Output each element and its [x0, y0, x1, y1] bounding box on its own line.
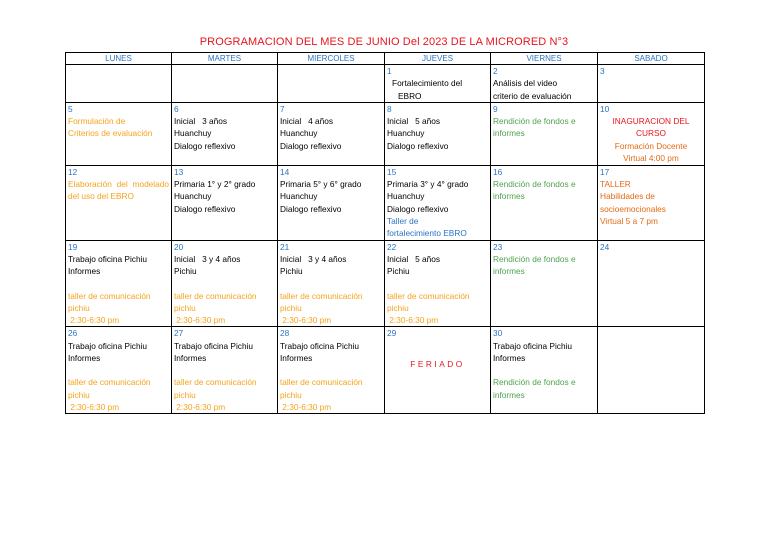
event-line: Virtual 4:00 pm — [623, 153, 679, 164]
day-number: 7 — [280, 103, 285, 114]
event-line: Inicial 4 años — [280, 116, 334, 127]
event-line: pichiu — [280, 302, 302, 313]
event-line: Fortalecimiento del — [392, 78, 463, 89]
page-title: PROGRAMACION DEL MES DE JUNIO Del 2023 DE LA MICRORED N°3 — [199, 36, 569, 48]
event-line: Rendición de fondos e — [493, 179, 576, 190]
day-cell-21 — [278, 240, 385, 327]
weekday-header-row — [66, 53, 705, 65]
event-line: Informes — [68, 266, 101, 277]
event-line: Inicial 5 años — [387, 253, 441, 264]
day-cell-24 — [598, 240, 705, 327]
event-line: 2:30-6:30 pm — [280, 401, 332, 412]
day-number: 3 — [600, 66, 605, 76]
day-cell-22 — [385, 240, 491, 327]
day-cell-3 — [598, 65, 705, 103]
event-line: informes — [493, 266, 525, 277]
event-line: Dialogo reflexivo — [280, 203, 342, 214]
day-number: 30 — [493, 328, 503, 339]
day-cell-15 — [385, 165, 491, 240]
event-line: Formación Docente — [614, 140, 688, 151]
event-line: taller de comunicación — [280, 377, 363, 388]
event-line: CURSO — [636, 128, 666, 139]
day-cell-7 — [278, 102, 385, 165]
event-line: pichiu — [387, 302, 409, 313]
event-line: Pichiu — [387, 266, 410, 277]
event-line: Huanchuy — [174, 191, 212, 202]
day-number: 14 — [280, 166, 290, 177]
day-cell-6 — [172, 102, 278, 165]
event-line: Trabajo oficina Pichiu — [68, 340, 148, 351]
day-number: 16 — [493, 166, 503, 177]
event-line: Inicial 5 años — [387, 116, 441, 127]
day-cell-27 — [172, 327, 278, 414]
event-line: Dialogo reflexivo — [387, 203, 449, 214]
weekday-martes: MARTES — [172, 53, 278, 65]
event-line: Trabajo oficina Pichiu — [68, 253, 148, 264]
event-line: EBRO — [398, 90, 422, 101]
event-line: 2:30-6:30 pm — [174, 401, 226, 412]
day-cell-empty — [598, 327, 705, 414]
event-line: Informes — [68, 353, 101, 364]
day-number: 17 — [600, 166, 610, 177]
event-line: Huanchuy — [387, 128, 425, 139]
day-number: 6 — [174, 103, 179, 114]
day-cell-empty — [172, 65, 278, 103]
event-line: taller de comunicación — [174, 290, 257, 301]
event-line: Trabajo oficina Pichiu — [280, 340, 360, 351]
day-cell-17 — [598, 165, 705, 240]
event-line: pichiu — [280, 389, 302, 400]
day-cell-14 — [278, 165, 385, 240]
event-line: Huanchuy — [174, 128, 212, 139]
day-cell-8 — [385, 102, 491, 165]
event-line: Informes — [280, 353, 313, 364]
event-text: Elaboración del modelado del uso del EBRO — [68, 179, 169, 202]
event-line: criterio de evaluación — [493, 90, 572, 101]
day-number: 13 — [174, 166, 184, 177]
event-line: Dialogo reflexivo — [280, 140, 342, 151]
day-cell-empty — [66, 65, 172, 103]
day-cell-29 — [385, 327, 491, 414]
day-number: 29 — [387, 328, 397, 339]
week-row-2 — [66, 102, 705, 165]
event-line: Pichiu — [174, 266, 197, 277]
event-line: fortalecimiento EBRO — [387, 228, 467, 239]
event-line: taller de comunicación — [68, 290, 151, 301]
event-line: Huanchuy — [280, 191, 318, 202]
event-line: informes — [493, 128, 525, 139]
event-line: Inicial 3 y 4 años — [174, 253, 241, 264]
event-line: Formulación de — [68, 116, 126, 127]
day-number: 22 — [387, 241, 397, 252]
event-line: Rendición de fondos e — [493, 377, 576, 388]
day-cell-13 — [172, 165, 278, 240]
event-line: Habilidades de — [600, 191, 655, 202]
event-line: Trabajo oficina Pichiu — [174, 340, 254, 351]
event-line: 2:30-6:30 pm — [68, 401, 120, 412]
day-number: 5 — [68, 103, 73, 114]
event-line: taller de comunicación — [280, 290, 363, 301]
event-line: Informes — [493, 353, 526, 364]
event-line: pichiu — [68, 302, 90, 313]
weekday-miercoles: MIERCOLES — [278, 53, 385, 65]
day-cell-12 — [66, 165, 172, 240]
event-line: Primaria 5° y 6° grado — [280, 179, 362, 190]
week-row-5 — [66, 327, 705, 414]
event-line: 2:30-6:30 pm — [68, 315, 120, 326]
event-line: taller de comunicación — [68, 377, 151, 388]
day-cell-2 — [491, 65, 598, 103]
event-line: 2:30-6:30 pm — [387, 315, 439, 326]
event-line: Análisis del video — [493, 78, 558, 89]
day-number: 12 — [68, 166, 78, 177]
event-line: Primaria 1° y 2° grado — [174, 179, 256, 190]
day-cell-26 — [66, 327, 172, 414]
day-cell-28 — [278, 327, 385, 414]
day-number: 2 — [493, 66, 498, 76]
day-number: 15 — [387, 166, 397, 177]
event-line: Inicial 3 años — [174, 116, 228, 127]
day-number: 9 — [493, 103, 498, 114]
event-line: Dialogo reflexivo — [174, 203, 236, 214]
event-line: 2:30-6:30 pm — [174, 315, 226, 326]
day-number: 8 — [387, 103, 392, 114]
event-line: taller de comunicación — [174, 377, 257, 388]
day-number: 27 — [174, 328, 184, 339]
day-number: 1 — [387, 66, 392, 76]
event-line: Huanchuy — [280, 128, 318, 139]
weekday-sabado: SABADO — [598, 53, 705, 65]
event-line: informes — [493, 191, 525, 202]
weekday-lunes: LUNES — [66, 53, 172, 65]
weekday-viernes: VIERNES — [491, 53, 598, 65]
day-number: 28 — [280, 328, 290, 339]
week-row-4 — [66, 240, 705, 327]
day-number: 26 — [68, 328, 78, 339]
day-cell-9 — [491, 102, 598, 165]
event-word: Taller de — [387, 216, 419, 227]
event-line: pichiu — [174, 302, 196, 313]
event-line: Dialogo reflexivo — [174, 140, 236, 151]
calendar-table — [65, 52, 705, 414]
event-line: taller de comunicación — [387, 290, 470, 301]
event-line: Rendición de fondos e — [493, 253, 576, 264]
event-line: socioemocionales — [600, 203, 666, 214]
day-number: 19 — [68, 241, 78, 252]
event-line: Criterios de evaluación — [68, 128, 153, 139]
week-row-3 — [66, 165, 705, 240]
day-cell-19 — [66, 240, 172, 327]
day-cell-1 — [385, 65, 491, 103]
event-line: Virtual 5 a 7 pm — [600, 216, 658, 227]
day-number: 10 — [600, 103, 610, 114]
day-number: 24 — [600, 241, 610, 252]
day-cell-20 — [172, 240, 278, 327]
day-number: 21 — [280, 241, 290, 252]
event-line: pichiu — [174, 389, 196, 400]
day-cell-empty — [278, 65, 385, 103]
event-line: INAGURACION DEL — [612, 116, 690, 127]
day-cell-5 — [66, 102, 172, 165]
holiday-label: FERIADO — [410, 358, 465, 369]
event-line: Informes — [174, 353, 207, 364]
event-line: TALLER — [600, 179, 631, 190]
event-line: Primaria 3° y 4° grado — [387, 179, 469, 190]
day-number: 20 — [174, 241, 184, 252]
event-line: 2:30-6:30 pm — [280, 315, 332, 326]
event-line: Rendición de fondos e — [493, 116, 576, 127]
event-line: Pichiu — [280, 266, 303, 277]
event-line: informes — [493, 389, 525, 400]
day-cell-23 — [491, 240, 598, 327]
week-row-1 — [66, 65, 705, 103]
event-line: pichiu — [68, 389, 90, 400]
event-line — [387, 215, 488, 227]
day-cell-10 — [598, 102, 705, 165]
day-cell-16 — [491, 165, 598, 240]
day-cell-30 — [491, 327, 598, 414]
event-line: Huanchuy — [387, 191, 425, 202]
event-line: Trabajo oficina Pichiu — [493, 340, 573, 351]
event-line: Dialogo reflexivo — [387, 140, 449, 151]
weekday-jueves: JUEVES — [385, 53, 491, 65]
day-number: 23 — [493, 241, 503, 252]
event-line: Inicial 3 y 4 años — [280, 253, 347, 264]
